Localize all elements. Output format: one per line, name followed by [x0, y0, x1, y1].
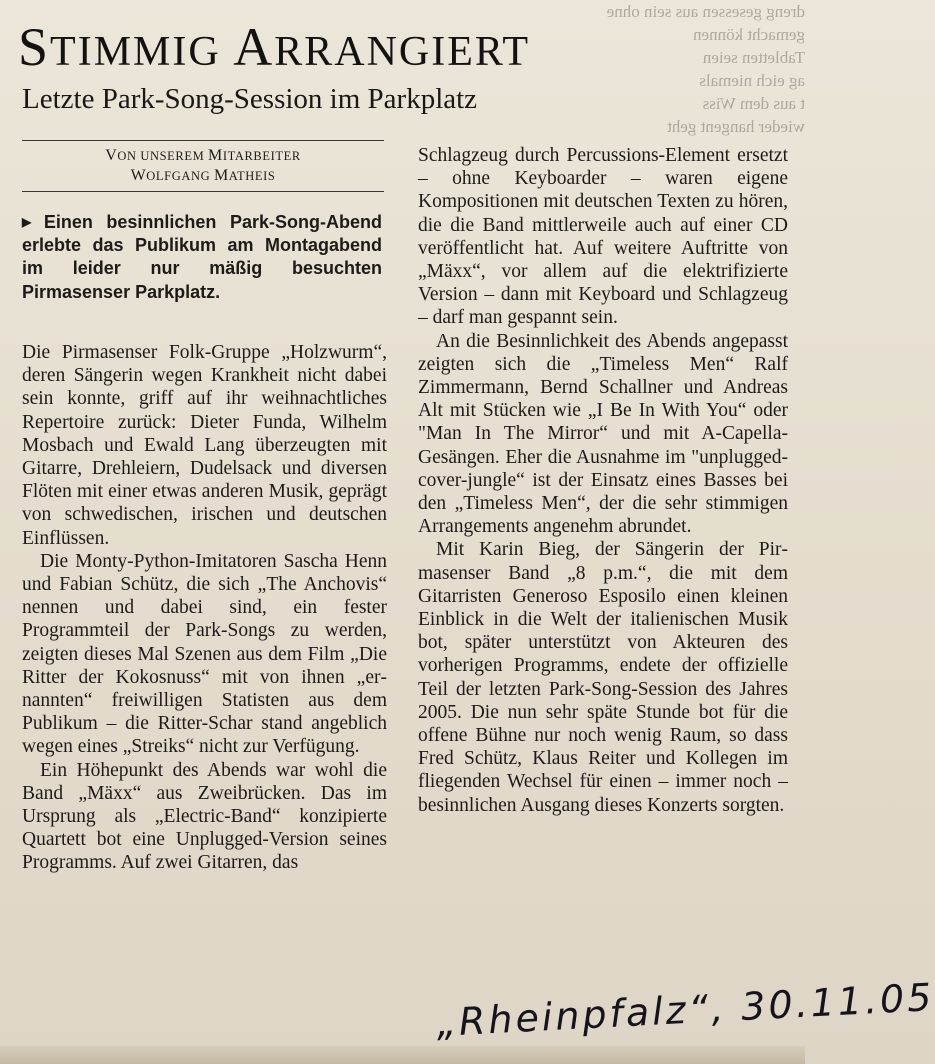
byline-line: [22, 166, 384, 186]
article-column-2: [418, 144, 788, 817]
handwritten-source-note: „Rheinpfalz“, 30.11.05: [435, 974, 935, 1046]
body-paragraph: Ein Höhepunkt des Abends war wohl die Band „Mäxx“ aus Zweibrücken. Das im Ursprung als „Electric-Band“ konzipierte Quartett bot eine Unplugged-Version seines Programms. Auf zwei Gitarren, das: [22, 759, 387, 874]
byline-initial: M: [208, 147, 223, 164]
byline: [22, 146, 384, 186]
subheadline: Letzte Park-Song-Session im Parkplatz: [22, 83, 478, 115]
body-paragraph: Die Pirmasenser Folk-Gruppe „Holzwurm“, deren Sängerin wegen Krankheit nicht dabei sein konnte, griff auf ihr weihnachtliches Repertoire zurück: Dieter Funda, Wilhelm Mosbach und Ewald Lang überzeugten mit Gitarre, Drehleiern, Dudelsack und diversen Flöten mit einer etwas anderen Musik, geprägt von schwedischen, irischen und deutschen Einflüssen.: [22, 342, 387, 549]
lead-text: Einen besinnlichen Park-Song-Abend erlebte das Publikum am Montagabend im leider nur mäßig besuchten Pirmasenser Parkplatz.: [22, 212, 382, 302]
bleed-line: wieder hangent geht: [667, 117, 805, 136]
byline-initial: V: [105, 147, 118, 164]
lead-paragraph: [22, 211, 382, 304]
headline-initial: S: [18, 17, 51, 77]
divider-rule: [22, 140, 384, 141]
byline-smallcaps: OLFGANG: [146, 169, 214, 183]
body-paragraph: Schlagzeug durch Percussions-Element ersetzt – ohne Keyboarder – waren eigene Kompositionen mit deutschen Texten zu hören, die die Band mittlerweile auch auf einer CD veröffentlicht hat. Auf weitere Auftritte von „Mäxx“, vor allem auf die elektrifizierte Version – dann mit Keyboard und Schlagzeug – darf man gespannt sein.: [418, 145, 788, 329]
bleed-line: t aus dem Wiss: [702, 94, 805, 113]
bleed-line: Tabletten seien: [702, 48, 805, 67]
body-paragraph: Die Monty-Python-Imitatoren Sascha Henn und Fabian Schütz, die sich „The Anchovis“ nennen und dabei sind, ein fester Programmteil der Park-Songs zu werden, zeigten dieses Mal Szenen aus dem Film „Die Ritter der Kokosnuss“ mit von ihnen „ernannten“ freiwilligen Statisten aus dem Publikum – die Ritter-Schar stand angeblich wegen eines „Streiks“ nicht zur Verfügung.: [22, 550, 387, 758]
byline-initial: W: [130, 167, 147, 184]
byline-smallcaps: ITARBEITER: [222, 149, 301, 163]
bleed-line: gemacht können: [693, 25, 805, 44]
byline-smallcaps: ATHEIS: [228, 169, 276, 183]
byline-initial: M: [213, 167, 229, 184]
bleed-line: ag eich niemals: [699, 71, 805, 90]
bullet-triangle-icon: ▶: [22, 215, 40, 229]
body-paragraph: An die Besinnlichkeit des Abends angepasst zeigten sich die „Timeless Men“ Ralf Zimmermann, Bernd Schallner und Andreas Alt mit Stücken wie „I Be In With You“ oder "Man In The Mirror“ und mit A-Capella-Gesängen. Eher die Ausnahme im "unplugged-cover-jungle“ ist der Einsatz eines Basses bei den „Timeless Men“, der die sehr stimmigen Arrangements angenehm abrundet.: [418, 330, 788, 538]
page-bottom-edge: [0, 1046, 805, 1064]
byline-line: [22, 146, 384, 166]
divider-rule: [22, 191, 384, 192]
body-paragraph: Mit Karin Bieg, der Sängerin der Pirmasenser Band „8 p.m.“, die mit dem Gitarristen Generoso Esposilo einen kleinen Einblick in die Welt der italienischen Musik bot, später unterstützt von Akteuren des vorherigen Programms, endete der offizielle Teil der letzten Park-Song-Session des Jahres 2005. Die nun sehr späte Stunde bot für die offene Bühne nur noch wenig Raum, so dass Fred Schütz, Klaus Reiter und Kollegen im fliegenden Wechsel für einen – immer noch – besinnlichen Ausgang dieses Konzerts sorgten.: [418, 539, 788, 816]
headline-word-rest: RRANGIERT: [274, 29, 531, 75]
headline: [18, 16, 530, 78]
article-column-1: [22, 341, 387, 875]
bleed-through-text: [606, 0, 805, 150]
headline-initial: A: [233, 17, 275, 77]
headline-word-rest: TIMMIG: [50, 29, 221, 75]
bleed-line: dreng gesessen aus sein ohne: [606, 2, 805, 21]
byline-smallcaps: ON UNSEREM: [117, 149, 209, 163]
